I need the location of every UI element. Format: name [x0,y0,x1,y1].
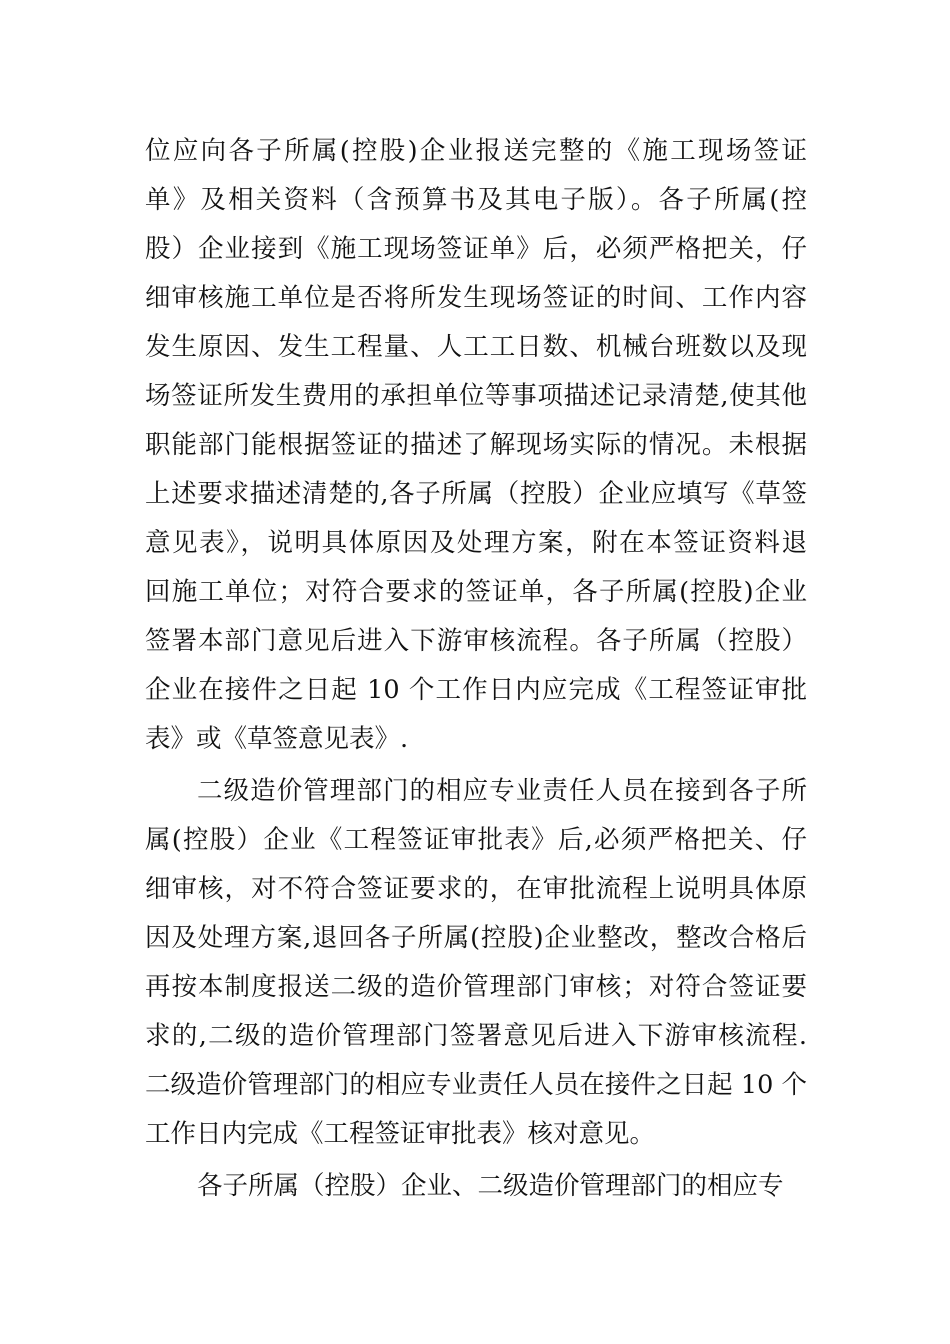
paragraph-line: 因及处理方案,退回各子所属(控股)企业整改，整改合格后 [145,923,807,953]
paragraph-line: 表》或《草签意见表》. [145,724,409,754]
paragraph-line: 工作日内完成《工程签证审批表》核对意见。 [145,1119,656,1149]
paragraph-line: 二级造价管理部门的相应专业责任人员在接件之日起 10 个 [145,1070,807,1100]
paragraph-line: 职能部门能根据签证的描述了解现场实际的情况。未根据 [145,430,807,460]
paragraph-line: 上述要求描述清楚的,各子所属（控股）企业应填写《草签 [145,479,807,509]
paragraph-line: 属(控股）企业《工程签证审批表》后,必须严格把关、仔 [145,825,807,855]
paragraph-line: 签署本部门意见后进入下游审核流程。各子所属（控股） [145,626,807,656]
paragraph-line: 企业在接件之日起 10 个工作日内应完成《工程签证审批 [145,675,807,705]
paragraph-line: 发生原因、发生工程量、人工工日数、机械台班数以及现 [145,332,807,362]
paragraph-line: 求的,二级的造价管理部门签署意见后进入下游审核流程. [145,1021,807,1051]
paragraph-line: 意见表》，说明具体原因及处理方案，附在本签证资料退 [145,528,807,558]
paragraph-line: 股）企业接到《施工现场签证单》后，必须严格把关，仔 [145,234,807,264]
paragraph-line: 回施工单位；对符合要求的签证单，各子所属(控股)企业 [145,577,807,607]
paragraph-line: 细审核施工单位是否将所发生现场签证的时间、工作内容 [145,283,807,313]
paragraph-line: 场签证所发生费用的承担单位等事项描述记录清楚,使其他 [145,381,807,411]
paragraph-line: 位应向各子所属(控股)企业报送完整的《施工现场签证 [145,136,807,166]
paragraph-line: 细审核，对不符合签证要求的，在审批流程上说明具体原 [145,874,807,904]
paragraph-line: 二级造价管理部门的相应专业责任人员在接到各子所 [197,776,807,806]
paragraph-line: 各子所属（控股）企业、二级造价管理部门的相应专 [197,1171,784,1201]
paragraph-line: 单》及相关资料（含预算书及其电子版）。各子所属(控 [145,185,807,215]
paragraph-line: 再按本制度报送二级的造价管理部门审核；对符合签证要 [145,972,807,1002]
